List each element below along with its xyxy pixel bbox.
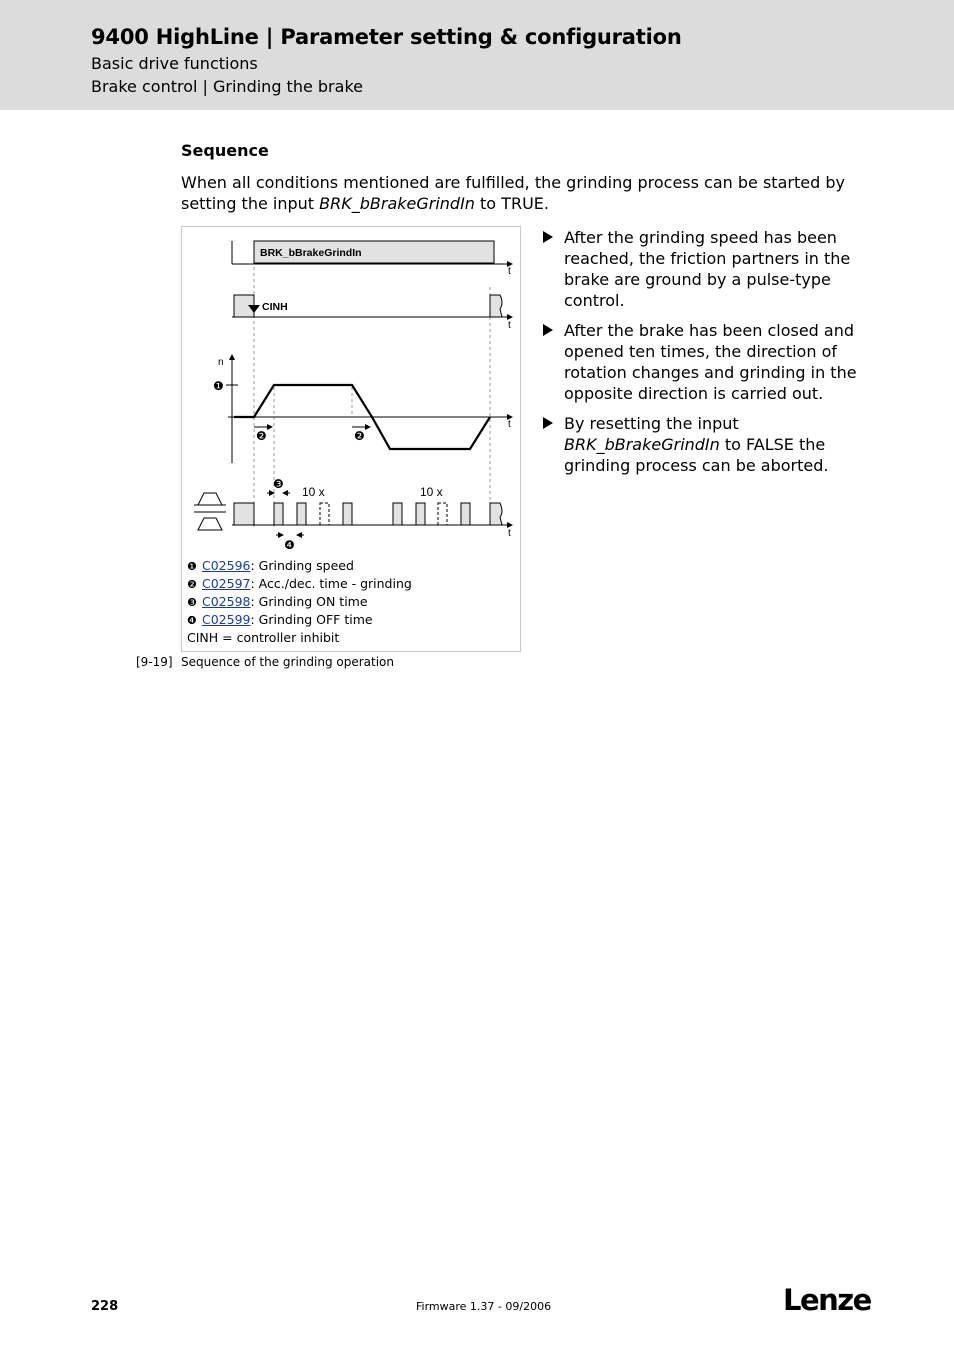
legend-item — [187, 557, 412, 575]
bullet-item — [543, 227, 863, 311]
firmware-version: Firmware 1.37 - 09/2006 — [416, 1300, 552, 1313]
bullet-item — [543, 413, 863, 476]
grind-pulse — [274, 503, 283, 525]
bullet-text: After the brake has been closed and opened ten times, the direction of rotation changes and grinding in the opposite direction is carried out. — [564, 321, 857, 403]
grind-pulse — [343, 503, 352, 525]
bullet-text-after: to FALSE the grinding process can be aborted. — [564, 435, 829, 475]
legend-item — [187, 575, 412, 593]
axis-n-label: n — [218, 357, 224, 368]
chapter-title: Basic drive functions — [91, 54, 258, 73]
timing-diagram — [182, 227, 522, 557]
legend-text: : Grinding ON time — [250, 594, 368, 609]
section-title: Sequence — [181, 141, 269, 160]
grind-pulse — [297, 503, 306, 525]
legend-item — [187, 593, 412, 611]
legend-number: ❸ — [187, 596, 197, 609]
parameter-link-c02598[interactable]: C02598 — [202, 594, 251, 609]
grind-pulse — [416, 503, 425, 525]
cinh-label: CINH — [262, 301, 288, 313]
legend-number: ❷ — [187, 578, 197, 591]
parameter-link-c02597[interactable]: C02597 — [202, 576, 251, 591]
page-header — [0, 0, 954, 110]
legend-footnote: CINH = controller inhibit — [187, 630, 340, 645]
brake-open-end — [490, 503, 502, 525]
marker-3-on-time: ❸ — [273, 477, 284, 491]
page-number: 228 — [91, 1299, 119, 1314]
intro-text-before: When all conditions mentioned are fulfilled, the grinding process can be started by setting the input — [181, 173, 845, 213]
diagram-legend — [187, 557, 412, 646]
axis-t-label-2: t — [508, 320, 511, 331]
intro-paragraph — [181, 172, 871, 214]
cinh-high-end — [490, 295, 502, 317]
parameter-link-c02599[interactable]: C02599 — [202, 612, 251, 627]
grind-pulse — [461, 503, 470, 525]
axis-t-label-4: t — [508, 528, 511, 539]
intro-signal-name: BRK_bBrakeGrindIn — [319, 194, 475, 213]
figure-caption: Sequence of the grinding operation — [181, 655, 394, 669]
bullet-text-before: By resetting the input — [564, 414, 739, 433]
legend-number: ❹ — [187, 614, 197, 627]
lenze-logo: Lenze — [783, 1283, 871, 1317]
intro-text-after: to TRUE. — [474, 194, 549, 213]
legend-number: ❶ — [187, 560, 197, 573]
marker-4-off-time: ❹ — [284, 538, 295, 552]
parameter-link-c02596[interactable]: C02596 — [202, 558, 251, 573]
repeat-label-cw: 10 x — [302, 485, 325, 499]
bullet-signal-name: BRK_bBrakeGrindIn — [564, 435, 720, 454]
axis-t-label-1: t — [508, 266, 511, 277]
marker-2-accel: ❷ — [256, 429, 267, 443]
legend-text: : Grinding OFF time — [250, 612, 373, 627]
bullet-text: After the grinding speed has been reached, the friction partners in the brake are ground by a pulse-type control. — [564, 228, 851, 310]
bullet-list — [543, 227, 863, 485]
marker-1-speed: ❶ — [213, 379, 224, 393]
brake-symbol-icon — [194, 493, 226, 530]
bullet-item — [543, 320, 863, 404]
grind-pulse — [393, 503, 402, 525]
grind-pulse-dashed — [320, 503, 329, 525]
grind-pulse-dashed — [438, 503, 447, 525]
axis-t-label-3: t — [508, 419, 511, 430]
bullet-triangle-icon — [543, 417, 553, 429]
section-breadcrumb: Brake control | Grinding the brake — [91, 77, 363, 96]
figure-number: [9-19] — [136, 655, 173, 669]
bullet-triangle-icon — [543, 231, 553, 243]
signal-label: BRK_bBrakeGrindIn — [260, 247, 362, 259]
marker-2-decel: ❷ — [354, 429, 365, 443]
repeat-label-ccw: 10 x — [420, 485, 443, 499]
legend-text: : Grinding speed — [250, 558, 354, 573]
document-title: 9400 HighLine | Parameter setting & configuration — [91, 25, 682, 49]
brake-open-start — [234, 503, 254, 525]
bullet-triangle-icon — [543, 324, 553, 336]
legend-text: : Acc./dec. time - grinding — [250, 576, 412, 591]
legend-item — [187, 611, 412, 629]
timing-diagram-figure — [181, 226, 521, 652]
